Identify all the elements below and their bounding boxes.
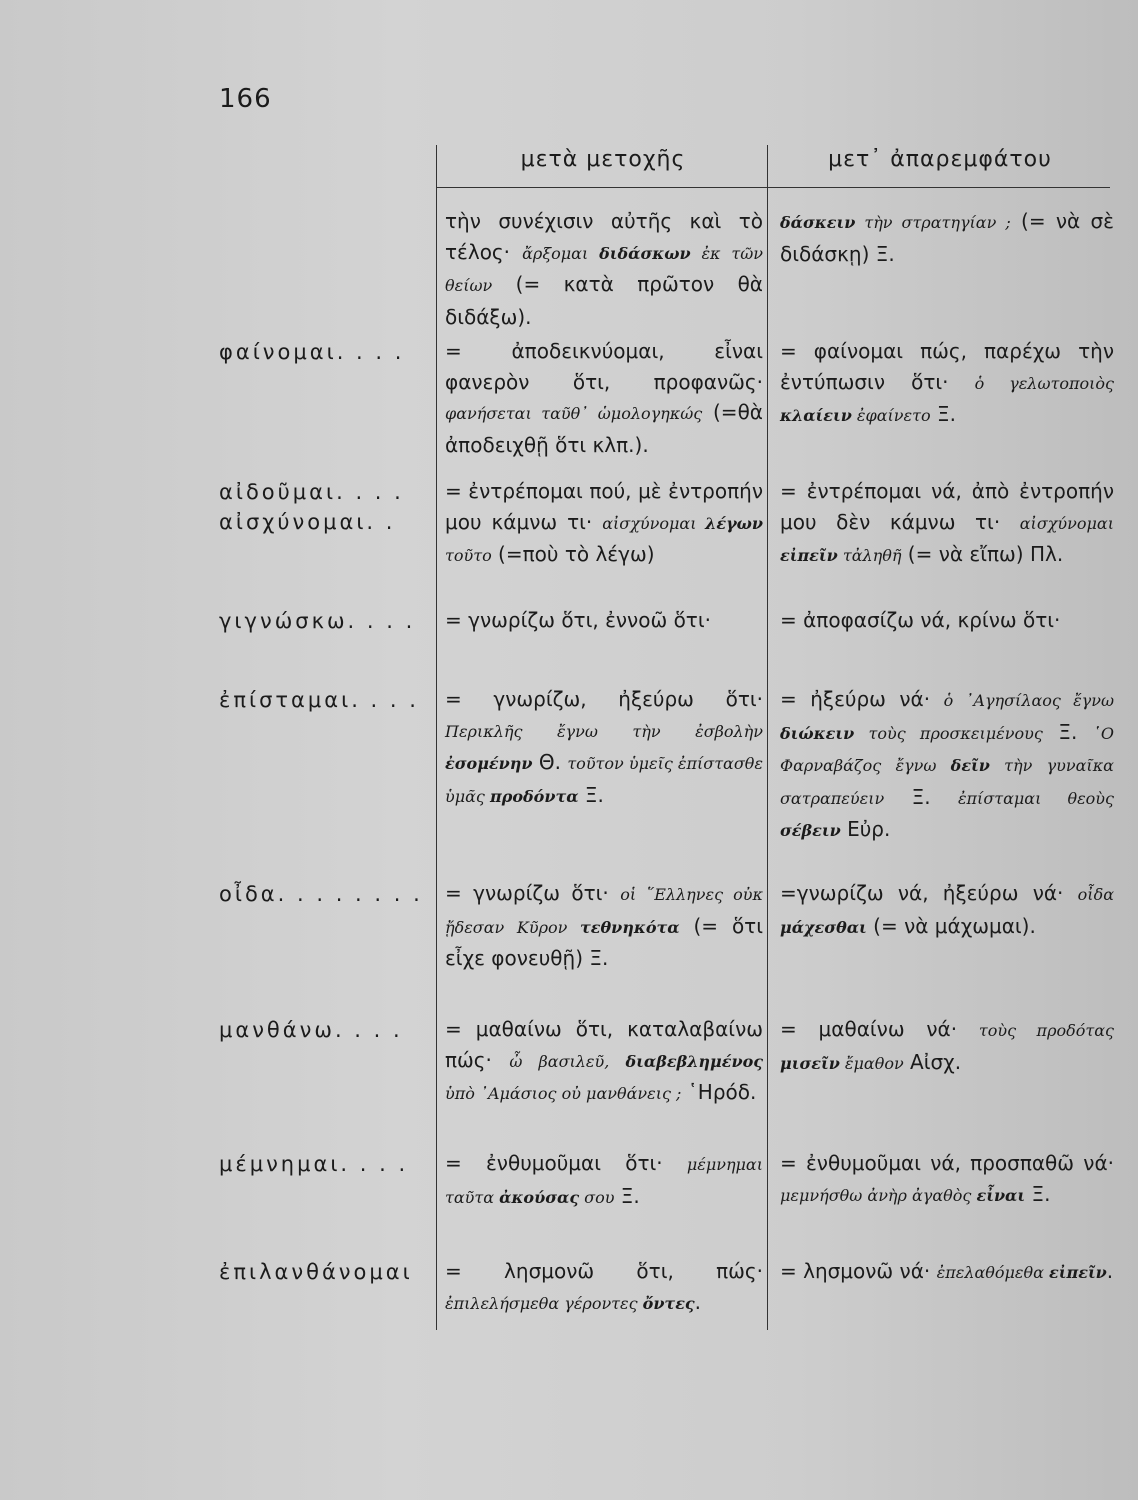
modern-greek-text: = λησμονῶ νά· [780, 1259, 937, 1283]
ancient-example-keyword: ἐσομένην [445, 754, 533, 773]
ancient-example-text: τοὺς προδότας [978, 1021, 1114, 1040]
header-rule-right [768, 187, 1110, 188]
modern-greek-text: = γνωρίζω ὅτι, ἐννοῶ ὅτι· [445, 608, 711, 632]
ancient-example-keyword: λέγων [705, 513, 763, 533]
ancient-example-text: ἐπίσταμαι θεοὺς [957, 788, 1114, 808]
modern-greek-text: = ἐντρέπομαι πού, μὲ ἐντροπήν μου κάμνω τι· [445, 479, 763, 534]
infinitive-usage-cell [780, 1148, 1114, 1211]
column-divider-left [436, 145, 437, 1330]
modern-greek-text: = ἐνθυμοῦμαι νά, προσπαθῶ νά· [780, 1151, 1114, 1175]
ancient-example-text: ὁ γελωτοποιὸς [974, 373, 1114, 393]
participle-usage-cell [445, 1148, 763, 1213]
ancient-example-text: αἰσχύνομαι [1019, 513, 1114, 533]
ancient-example-text: ῾Ο Φαρναβάζος ἔγνω [780, 723, 1114, 775]
modern-greek-text: Θ. [532, 750, 568, 774]
infinitive-usage-cell [780, 336, 1114, 432]
modern-greek-text: = γνωρίζω, ἠξεύρω ὅτι· [445, 687, 763, 711]
ancient-example-text: ἔμαθον [839, 1053, 904, 1073]
modern-greek-text: (= νὰ μάχωμαι). [866, 913, 1036, 938]
verb-lemma: φαίνομαι. . . . [219, 340, 405, 364]
ancient-example-text: ὑπὸ ᾽Αμάσιος οὐ μανθάνεις ; [445, 1084, 682, 1103]
ancient-example-keyword: διδάσκων [599, 243, 691, 263]
ancient-example-keyword: δάσκειν [780, 213, 856, 232]
column-header-participle: μετὰ μετοχῆς [520, 147, 686, 172]
verb-lemma: ἐπίσταμαι. . . . [219, 688, 419, 712]
ancient-example-text: οἱ ῞Ελληνες οὐκ ᾔδεσαν Κῦρον [445, 885, 764, 937]
verb-lemma: αἰδοῦμαι. . . . [219, 480, 404, 504]
modern-greek-text: . [1106, 1259, 1114, 1283]
verb-lemma: γιγνώσκω. . . . [219, 609, 416, 633]
column-divider-right [767, 145, 768, 1330]
verb-lemma: ἐπιλανθάνομαι [219, 1260, 413, 1284]
modern-greek-text: = φαίνομαι πώς, παρέχω τὴν ἐντύπωσιν ὅτι· [780, 339, 1114, 394]
ancient-example-keyword: εἶναι [976, 1185, 1026, 1205]
participle-usage-cell [445, 1014, 763, 1110]
participle-usage-cell [445, 336, 763, 460]
ancient-example-keyword: ὄντες [642, 1293, 695, 1313]
modern-greek-text: Ξ. [614, 1183, 640, 1208]
modern-greek-text: = μαθαίνω νά· [780, 1017, 979, 1041]
modern-greek-text: = ἠξεύρω νά· [780, 687, 944, 711]
modern-greek-text: τὴν συνέχισιν αὐτῆς καὶ τὸ τέλος· [445, 209, 763, 264]
ancient-example-keyword: εἰπεῖν [1049, 1263, 1107, 1282]
ancient-example-text: τὴν γυναῖκα σατραπεύειν [780, 756, 1114, 808]
ancient-example-text: οἶδα [1077, 885, 1114, 904]
ancient-example-text: ἐπελαθόμεθα [936, 1263, 1050, 1282]
ancient-example-keyword: διώκειν [780, 723, 855, 743]
modern-greek-text: Ξ. [578, 782, 604, 807]
participle-usage-cell [445, 476, 763, 572]
ancient-example-text: τοὺς προσκειμένους [854, 723, 1043, 743]
modern-greek-text: Εὐρ. [840, 817, 891, 841]
modern-greek-text: . [694, 1289, 702, 1314]
participle-usage-cell [445, 1256, 763, 1319]
ancient-example-text: μέμνημαι ταῦτα [445, 1155, 763, 1207]
infinitive-usage-cell [780, 476, 1114, 572]
ancient-example-text: αἰσχύνομαι [602, 513, 706, 533]
modern-greek-text: (= ὅτι εἶχε φονευθῇ) Ξ. [445, 913, 763, 970]
modern-greek-text: (= νὰ σὲ διδάσκῃ) Ξ. [780, 209, 1114, 266]
header-rule-left [437, 187, 767, 188]
ancient-example-keyword: προδόντα [489, 786, 579, 806]
ancient-example-text: ἐφαίνετο [851, 406, 931, 425]
modern-greek-text: = ἀποδεικνύομαι, εἶναι φανερὸν ὅτι, προφανῶς· [445, 339, 763, 394]
ancient-example-text: τοῦτο [445, 546, 492, 565]
ancient-example-text: Περικλῆς ἔγνω τὴν ἐσβολὴν [445, 721, 763, 741]
verb-lemma: μανθάνω. . . . [219, 1018, 403, 1042]
modern-greek-text: Ξ. [1025, 1181, 1051, 1206]
modern-greek-text: = ἐνθυμοῦμαι ὅτι· [445, 1151, 687, 1175]
page-number: 166 [219, 84, 272, 114]
ancient-example-text: τοῦτον ὑμεῖς ἐπίστασθε ὑμᾶς [445, 754, 763, 806]
modern-greek-text: (=ποὺ τὸ λέγω) [491, 542, 655, 566]
ancient-example-keyword: κλαίειν [780, 406, 852, 425]
infinitive-usage-cell [780, 684, 1114, 847]
verb-lemma: αἰσχύνομαι. . [219, 510, 396, 534]
ancient-example-text: τἀληθῆ [837, 546, 902, 565]
ancient-example-keyword: δεῖν [950, 756, 990, 775]
ancient-example-text: ὁ ᾽Αγησίλαος ἔγνω [943, 691, 1114, 710]
modern-greek-text: (=θὰ ἀποδειχθῇ ὅτι κλπ.). [445, 400, 763, 457]
ancient-example-text: ὦ βασιλεῦ, [509, 1051, 626, 1071]
ancient-example-text: φανήσεται ταῦθ᾽ ὡμολογηκώς [445, 404, 703, 423]
ancient-example-text: τὴν στρατηγίαν ; [855, 213, 1011, 232]
infinitive-usage-cell [780, 878, 1114, 943]
infinitive-usage-cell [780, 206, 1114, 269]
ancient-example-keyword: εἰπεῖν [780, 546, 838, 565]
modern-greek-text: (= κατὰ πρῶτον θὰ διδάξω). [445, 272, 763, 329]
verb-lemma: οἶδα. . . . . . . . [219, 882, 423, 906]
column-header-infinitive: μετ᾽ ἀπαρεμφάτου [828, 147, 1052, 172]
modern-greek-text: = μαθαίνω ὅτι, καταλαβαίνω πώς· [445, 1017, 763, 1072]
ancient-example-text: ἄρξομαι [522, 243, 600, 263]
modern-greek-text: ῾Ηρόδ. [681, 1080, 757, 1104]
participle-usage-cell [445, 878, 763, 974]
ancient-example-text: μεμνήσθω ἀνὴρ ἀγαθὸς [780, 1185, 977, 1205]
ancient-example-text: σου [579, 1187, 615, 1207]
infinitive-usage-cell [780, 1256, 1114, 1289]
modern-greek-text: =γνωρίζω νά, ἠξεύρω νά· [780, 881, 1078, 905]
ancient-example-keyword: ἀκούσας [499, 1187, 580, 1207]
modern-greek-text: = λησμονῶ ὅτι, πώς· [445, 1259, 763, 1283]
ancient-example-keyword: μάχεσθαι [780, 917, 867, 937]
ancient-example-keyword: τεθνηκότα [579, 917, 680, 937]
modern-greek-text: Αἰσχ. [903, 1049, 962, 1074]
infinitive-usage-cell [780, 605, 1114, 636]
modern-greek-text: = ἐντρέπομαι νά, ἀπὸ ἐντροπήν μου δὲν κάμνω τι· [780, 479, 1114, 534]
modern-greek-text: Ξ. [930, 402, 956, 426]
ancient-example-keyword: μισεῖν [780, 1053, 840, 1073]
participle-usage-cell [445, 684, 763, 812]
ancient-example-text: ἐπιλελήσμεθα γέροντες [445, 1293, 643, 1313]
modern-greek-text: Ξ. [1042, 719, 1093, 744]
infinitive-usage-cell [780, 1014, 1114, 1079]
participle-usage-cell [445, 605, 763, 636]
participle-usage-cell [445, 206, 763, 332]
ancient-example-text: ἐκ τῶν θείων [445, 243, 763, 295]
modern-greek-text: (= νὰ εἴπω) Πλ. [901, 542, 1064, 566]
modern-greek-text: Ξ. [884, 784, 958, 809]
ancient-example-keyword: διαβεβλημένος [625, 1051, 763, 1071]
ancient-example-keyword: σέβειν [780, 821, 841, 840]
modern-greek-text: = γνωρίζω ὅτι· [445, 881, 621, 905]
modern-greek-text: = ἀποφασίζω νά, κρίνω ὅτι· [780, 608, 1061, 632]
verb-lemma: μέμνημαι. . . . [219, 1152, 409, 1176]
